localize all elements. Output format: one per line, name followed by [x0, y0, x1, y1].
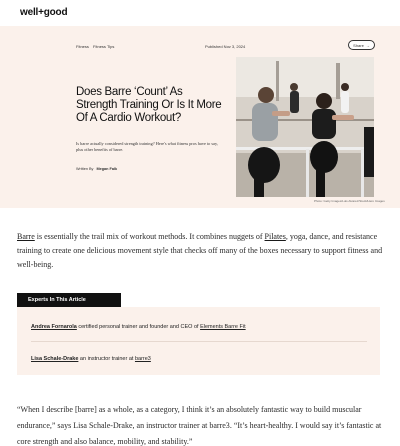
link-lisa-schale-drake[interactable]: Lisa Schale-Drake	[73, 421, 133, 430]
link-pilates[interactable]: Pilates	[264, 232, 286, 241]
hero-photo-illustration	[236, 57, 374, 197]
expert-org-link[interactable]: Elements Barre Fit	[200, 324, 246, 330]
article-paragraph-2	[17, 402, 389, 446]
breadcrumb-fitness-tips[interactable]: Fitness Tips	[93, 44, 115, 49]
byline-label: Written By	[76, 167, 94, 171]
expert-name-link[interactable]: Andrea Fornarola	[31, 324, 77, 330]
article-dek: Is barre actually considered strength training? Here's what fitness pros have to say, plus other benefits of barre.	[76, 141, 218, 152]
q-text-3: . “It’s heart-healthy. I would say it’s fantastic at	[229, 421, 382, 430]
experts-box	[17, 307, 380, 375]
p1-text-2: , yoga, dance, and resistance training to create one delicious movement style that checks off many of the boxes necessary to support fitness and well-being.	[17, 232, 383, 269]
breadcrumb	[76, 44, 117, 49]
expert-org-link[interactable]: barre3	[134, 356, 151, 362]
experts-heading: Experts In This Article	[17, 293, 121, 307]
share-button[interactable]	[348, 40, 375, 50]
hero-meta-row	[0, 40, 400, 52]
expert-desc: an instructor trainer at	[78, 356, 135, 362]
article-title: Does Barre ‘Count’ As Strength Training Or Is It More Of A Cardio Workout?	[76, 86, 222, 124]
link-core-strength[interactable]: core strength	[17, 437, 59, 446]
byline	[76, 167, 117, 171]
photo-credit: Photo: Getty Images/Luis Alvarez/Stock/Hero Images	[314, 199, 385, 203]
article-hero	[0, 26, 400, 208]
share-label: Share	[353, 42, 364, 48]
link-barre3[interactable]: barre3	[209, 421, 230, 430]
q-text-4: and also balance, mobility, and stability.”	[58, 437, 193, 446]
top-bar	[0, 0, 400, 26]
article-paragraph-1	[17, 230, 383, 272]
hero-photo	[236, 57, 374, 197]
expert-item	[31, 324, 246, 330]
q-text-1: “When I describe [barre] as a whole, as a category, I think it’s an absolutely fantastic way to build muscular endurance,” says	[17, 405, 362, 430]
expert-desc: certified personal trainer and founder and CEO of	[76, 324, 201, 330]
site-logo[interactable]: well+good	[20, 7, 68, 18]
q-text-2: , an instructor trainer at	[132, 421, 210, 430]
expert-item	[31, 356, 151, 362]
p1-text-1: is essentially the trail mix of workout methods. It combines nuggets of	[34, 232, 265, 241]
byline-author[interactable]: Megan Falk	[96, 167, 118, 171]
link-barre[interactable]: Barre	[17, 232, 35, 241]
expert-divider	[31, 341, 367, 342]
breadcrumb-fitness[interactable]: Fitness	[76, 44, 89, 49]
expert-name-link[interactable]: Lisa Schale-Drake	[31, 356, 79, 362]
published-date: Published Nov 3, 2024	[205, 44, 246, 49]
share-arrow-icon: →	[365, 42, 370, 48]
